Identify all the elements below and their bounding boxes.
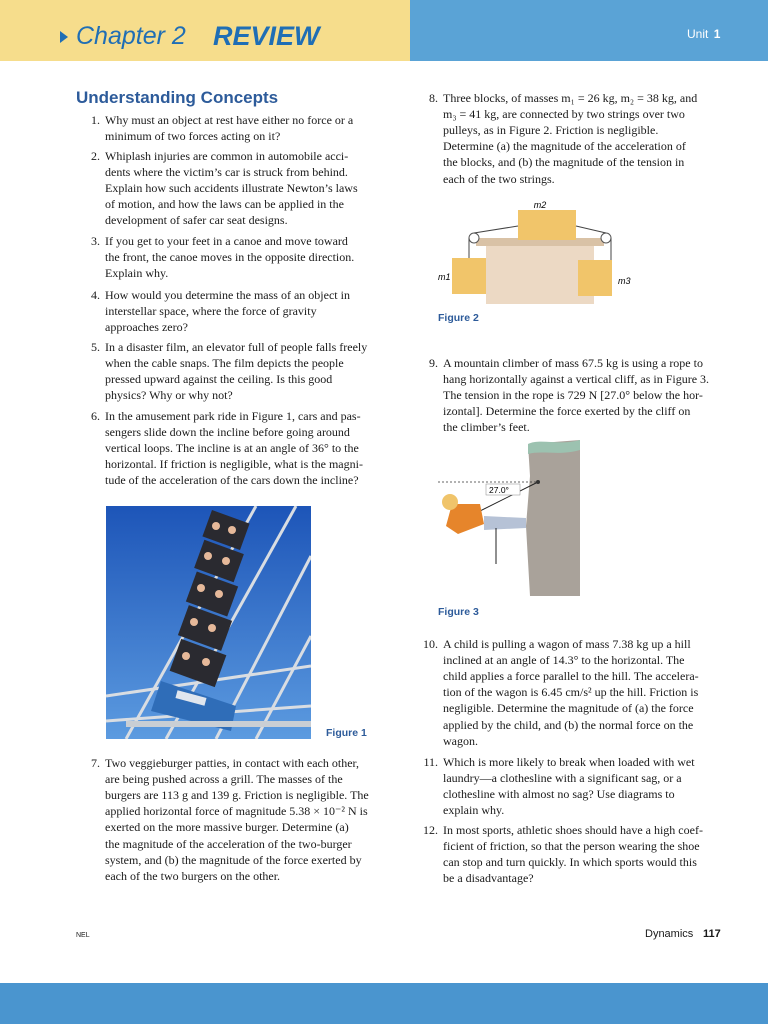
question-line: tion of the wagon is 6.45 cm/s² up the hill. Friction is [443,685,699,700]
chapter-title: Chapter 2 [76,22,186,50]
question-line: Three blocks, of masses m₁ = 26 kg, m₂ = 38 kg, and [443,91,698,105]
question-line: approaches zero? [105,320,188,335]
question-line: exerted on the more massive burger. Determine (a) [105,820,349,835]
question-line: In the amusement park ride in Figure 1, cars and pas- [105,409,361,423]
question-line: In a disaster film, an elevator full of people falls freely [105,340,368,354]
m2-label: m2 [533,200,547,210]
question-number: 12. [423,823,438,837]
question-line: Two veggieburger patties, in contact with each other, [105,756,360,770]
question-line: hang horizontally against a vertical cliff, as in Figure 3. [443,372,710,387]
figure-1-caption: Figure 1 [326,727,367,739]
question-line: sengers slide down the incline before going around [105,425,350,440]
question-line: each of the two burgers on the other. [105,868,281,883]
roller-coaster-photo [106,506,311,739]
question-line: Whiplash injuries are common in automobile acci- [105,149,349,163]
figure-3-caption: Figure 3 [438,606,479,618]
question-number: 9. [429,356,438,370]
question-line: vertical loops. The incline is at an angle of 36° to the [105,441,359,456]
question-line: negligible. Determine the magnitude of (a) the force [443,701,694,716]
question-line: minimum of two forces acting on it? [105,129,281,144]
publisher-mark: NEL [76,932,90,939]
question-line: m₃ = 41 kg, are connected by two strings over two [443,107,685,122]
unit-label-text: Unit [687,27,709,41]
question-line: the front, the canoe moves in the opposite direction. [105,250,355,265]
question-line: horizontal. If friction is negligible, what is the magni- [105,457,363,472]
pulley-diagram [430,196,650,304]
question-line: are being pushed across a grill. The masses of the [105,772,343,787]
question-line: dents where the victim’s car is struck from behind. [105,165,348,180]
page-number: 117 [703,928,721,940]
question-line: Explain how such accidents illustrate Newton’s laws [105,181,358,196]
section-name: Dynamics [645,928,694,940]
question-line: wagon. [443,733,478,748]
question-line: the blocks, and (b) the magnitude of the tension in [443,155,685,170]
angle-label: 27.0° [489,485,509,495]
question-number: 1. [91,113,100,127]
question-line: can stop and turn quickly. In which sports would this [443,855,697,870]
question-line: inclined at an angle of 14.3° to the horizontal. The [443,653,685,668]
question-line: A child is pulling a wagon of mass 7.38 kg up a hill [443,637,691,651]
question-number: 7. [91,756,100,770]
question-line: be a disadvantage? [443,871,534,886]
question-number: 8. [429,91,438,105]
question-line: In most sports, athletic shoes should have a high coef- [443,823,703,837]
question-line: If you get to your feet in a canoe and move toward [105,234,348,248]
question-line: pressed upward against the ceiling. Is this good [105,372,333,387]
question-number: 6. [91,409,100,423]
m3-label: m3 [618,276,631,286]
question-line: the magnitude of the acceleration of the two-burger [105,836,352,851]
question-line: Why must an object at rest have either no force or a [105,113,354,127]
question-line: applied by the child, and (b) the normal force on the [443,717,694,732]
question-line: izontal]. Determine the force exerted by the cliff on [443,404,691,419]
question-number: 4. [91,288,100,302]
question-number: 5. [91,340,100,354]
question-line: applied horizontal force of magnitude 5.38 × 10⁻² N is [105,804,368,819]
question-line: laundry—a clothesline with a significant sag, or a [443,771,682,786]
question-line: Which is more likely to break when loaded with wet [443,755,695,769]
question-line: physics? Why or why not? [105,388,233,403]
bottom-band [0,983,768,1024]
question-line: system, and (b) the magnitude of the force exerted by [105,852,362,867]
section-title: Understanding Concepts [76,88,279,107]
question-line: ficient of friction, so that the person wearing the shoe [443,839,700,854]
question-line: explain why. [443,803,505,818]
question-line: when the cable snaps. The film depicts the people [105,356,344,371]
chevron-right-icon [60,31,68,43]
question-line: pulleys, as in Figure 2. Friction is negligible. [443,123,659,138]
question-line: The tension in the rope is 729 N [27.0° below the hor- [443,388,703,403]
question-number: 11. [423,755,438,769]
question-line: each of the two strings. [443,171,555,186]
m1-label: m1 [438,272,451,282]
unit-label [687,27,720,41]
question-line: interstellar space, where the force of gravity [105,304,317,319]
question-line: A mountain climber of mass 67.5 kg is using a rope to [443,356,703,370]
climber-diagram [430,436,580,596]
question-number: 2. [91,149,100,163]
unit-number: 1 [713,27,721,41]
question-number: 3. [91,234,100,248]
question-line: of motion, and how the laws can be applied in the [105,197,344,212]
question-line: the climber’s feet. [443,420,530,435]
question-line: How would you determine the mass of an object in [105,288,350,302]
review-title: REVIEW [213,21,320,51]
figure-2-caption: Figure 2 [438,312,479,324]
question-line: tude of the acceleration of the cars down the incline? [105,473,359,488]
question-line: burgers are 113 g and 139 g. Friction is negligible. The [105,788,369,803]
question-line: development of safer car seat designs. [105,213,288,228]
question-line: child applies a force parallel to the hill. The accelera- [443,669,699,684]
question-line: Explain why. [105,266,169,281]
question-line: Determine (a) the magnitude of the acceleration of [443,139,686,154]
question-number: 10. [423,637,438,651]
question-line: clothesline with almost no sag? Use diagrams to [443,787,675,802]
